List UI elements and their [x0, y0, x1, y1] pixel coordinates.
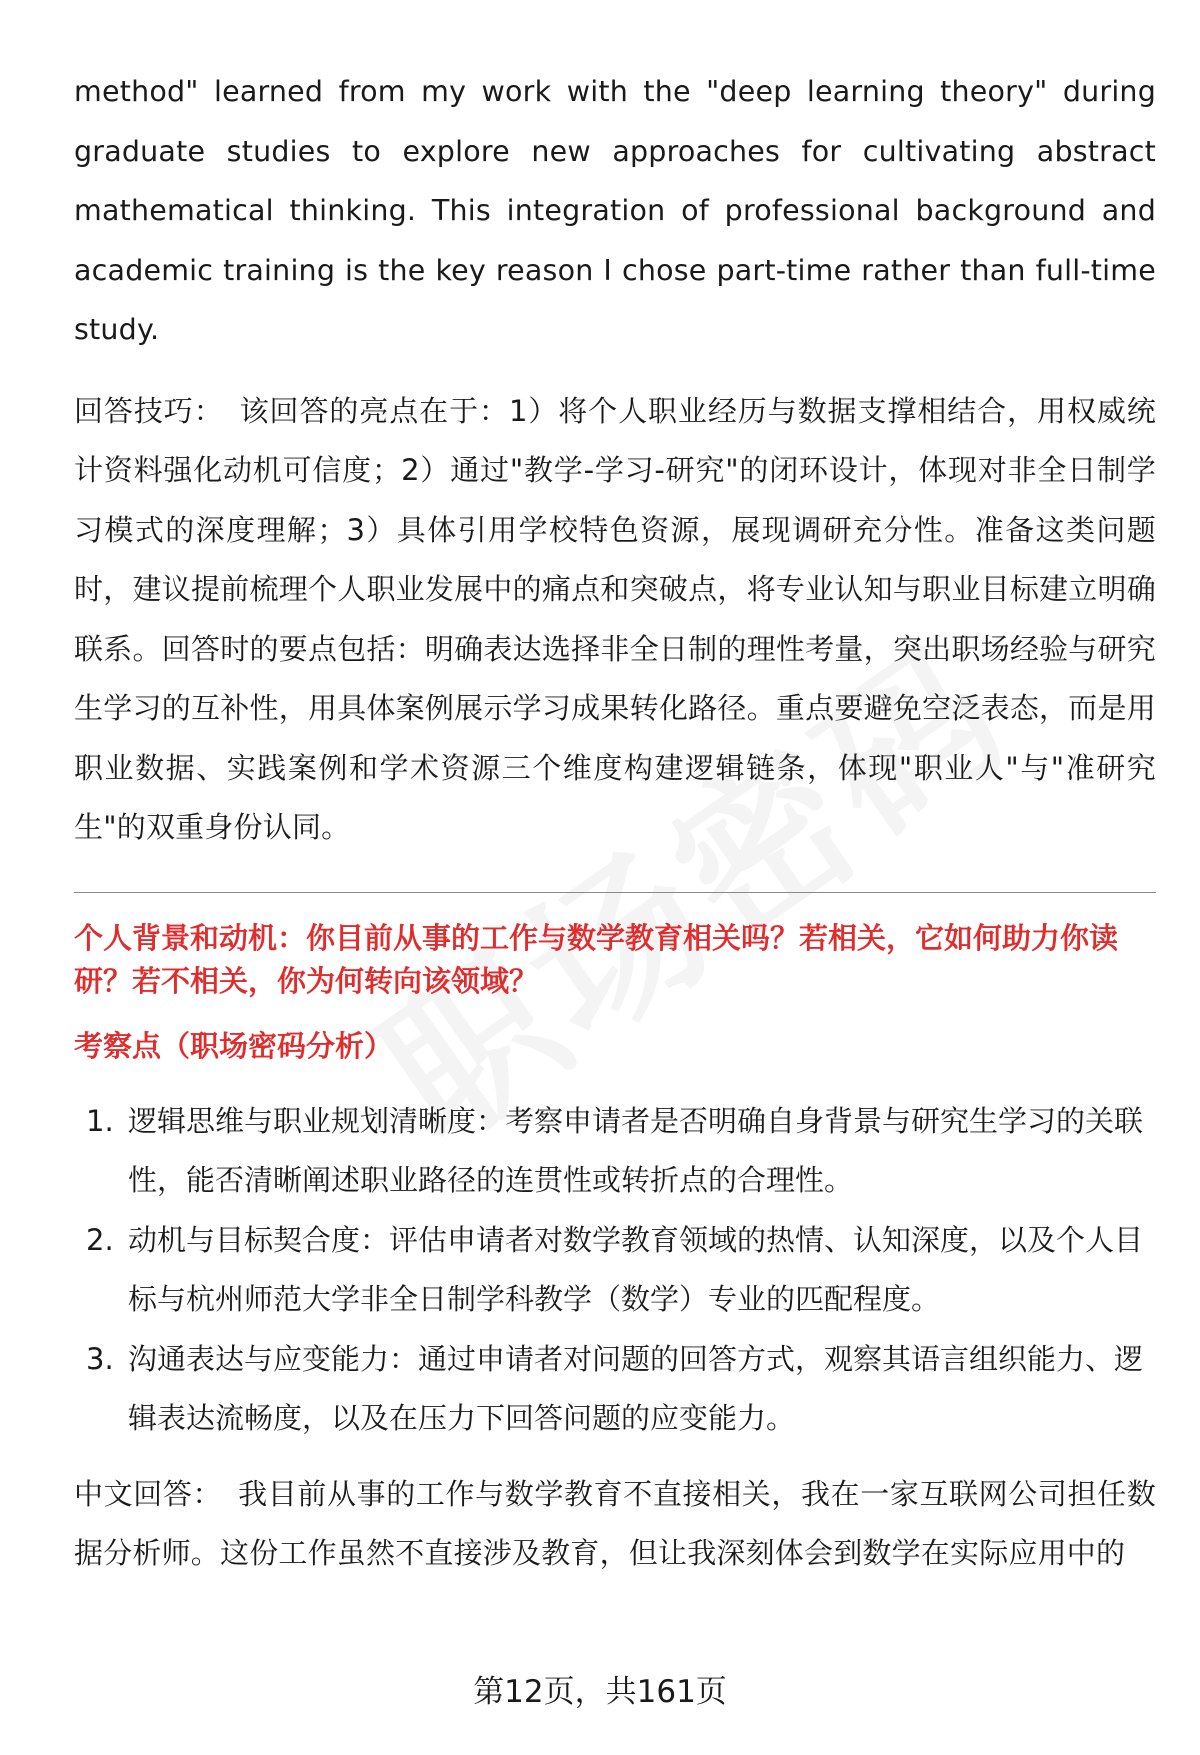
analysis-heading: 考察点（职场密码分析）: [74, 1028, 394, 1063]
tips-paragraph: [74, 382, 1156, 858]
list-item: [74, 1330, 1156, 1449]
tips-text: 该回答的亮点在于：1）将个人职业经历与数据支撑相结合，用权威统计资料强化动机可信度；2）通过"教学-学习-研究"的闭环设计，体现对非全日制学习模式的深度理解；3）具体引用学校特色资源，展现调研充分性。准备这类问题时，建议提前梳理个人职业发展中的痛点和突破点，将专业认知与职业目标建立明确联系。回答时的要点包括：明确表达选择非全日制的理性考量，突出职场经验与研究生学习的互补性，用具体案例展示学习成果转化路径。重点要避免空泛表态，而是用职业数据、实践案例和学术资源三个维度构建逻辑链条，体现"职业人"与"准研究生"的双重身份认同。: [74, 393, 1156, 844]
list-item-text: 沟通表达与应变能力：通过申请者对问题的回答方式，观察其语言组织能力、逻辑表达流畅度，以及在压力下回答问题的应变能力。: [128, 1341, 1144, 1435]
answer-text: 我目前从事的工作与数学教育不直接相关，我在一家互联网公司担任数据分析师。这份工作虽然不直接涉及教育，但让我深刻体会到数学在实际应用中的: [74, 1476, 1156, 1570]
list-item-number: 1.: [86, 1103, 114, 1138]
list-item-text: 动机与目标契合度：评估申请者对数学教育领域的热情、认知深度，以及个人目标与杭州师范大学非全日制学科教学（数学）专业的匹配程度。: [128, 1222, 1144, 1316]
tips-label: 回答技巧：: [74, 393, 224, 428]
page-number-footer: 第12页，共161页: [473, 1674, 727, 1710]
document-page: [74, 62, 1156, 1584]
list-item-text: 逻辑思维与职业规划清晰度：考察申请者是否明确自身背景与研究生学习的关联性，能否清晰阐述职业路径的连贯性或转折点的合理性。: [128, 1103, 1144, 1197]
list-item: [74, 1092, 1156, 1211]
answer-label: 中文回答：: [74, 1476, 223, 1511]
analysis-list: [74, 1092, 1156, 1449]
intro-paragraph: method" learned from my work with the "deep learning theory" during graduate studies to explore new approaches for cultivating abstract mathematical thinking. This integration of professional background and academic training is the key reason I chose part-time rather than full-time study.: [74, 75, 1156, 346]
list-item-number: 3.: [86, 1341, 114, 1376]
section-divider: [74, 892, 1156, 893]
list-item: [74, 1211, 1156, 1330]
answer-paragraph: [74, 1465, 1156, 1584]
question-heading: 个人背景和动机：你目前从事的工作与数学教育相关吗？若相关，它如何助力你读研？若不相关，你为何转向该领域？: [74, 920, 1119, 998]
list-item-number: 2.: [86, 1222, 114, 1257]
